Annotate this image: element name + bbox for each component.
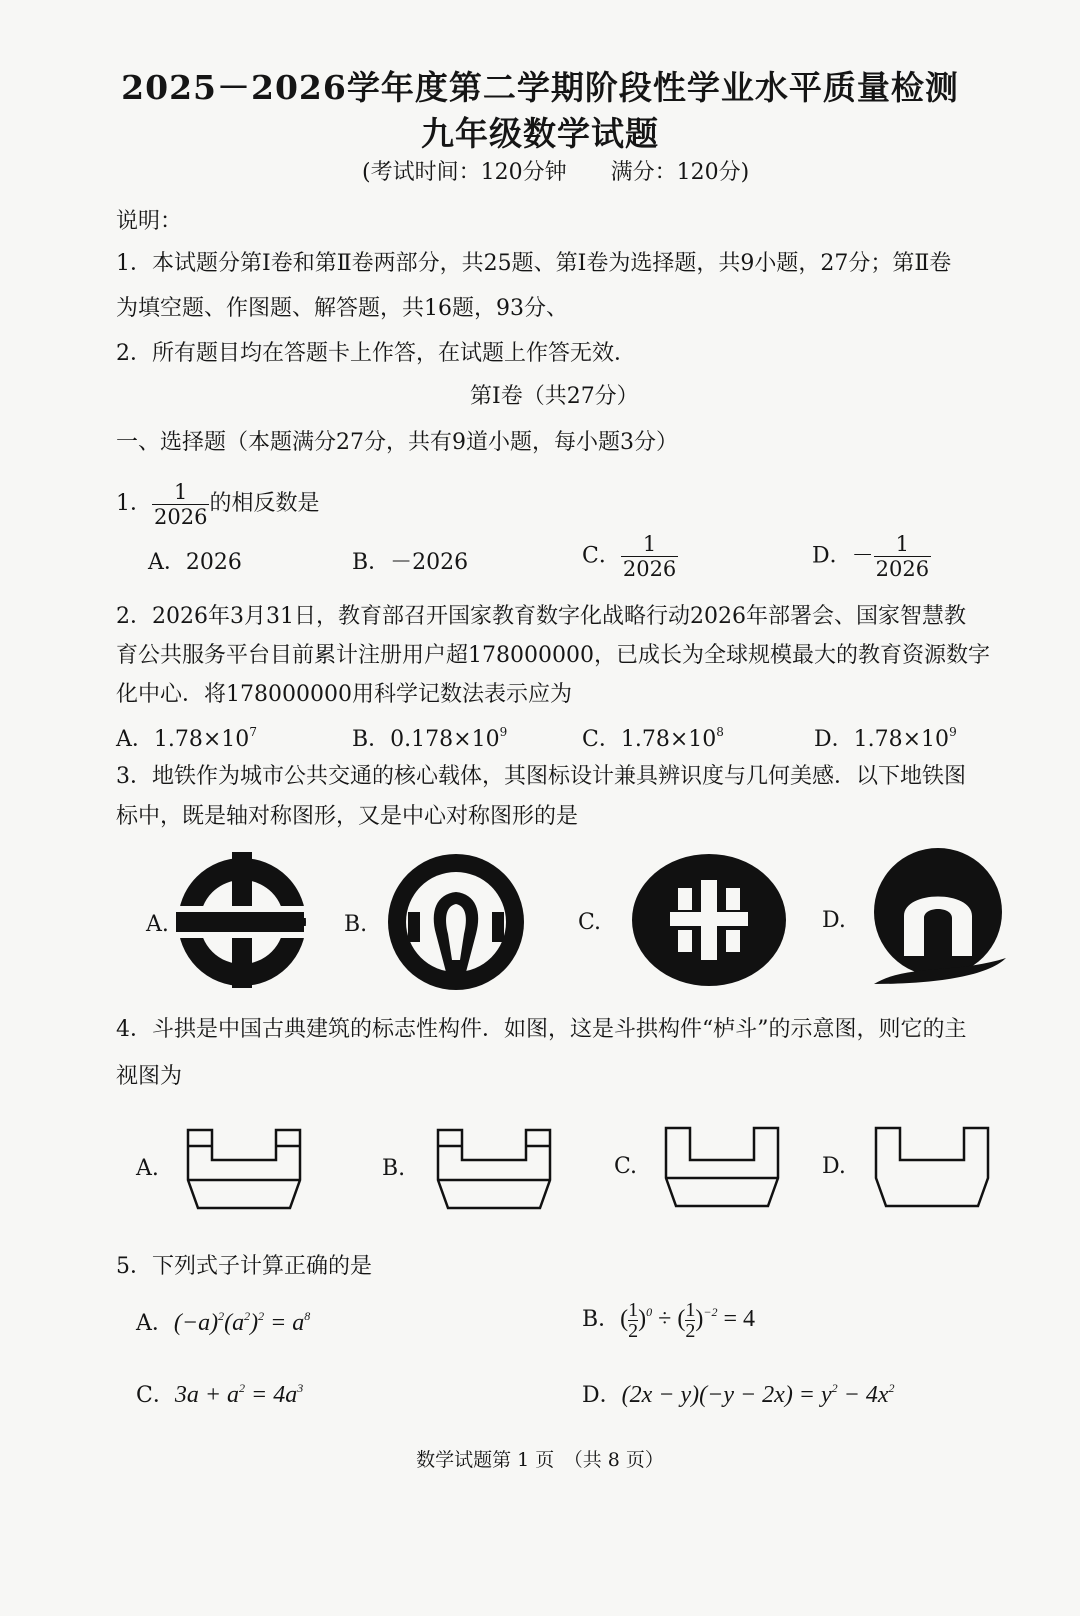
q2-line2: 育公共服务平台目前累计注册用户超178000000，已成长为全球规模最大的教育资源数字 (116, 643, 990, 668)
q5-c-p2: = 4a (245, 1382, 298, 1408)
q1-option-b: B．－2026 (352, 550, 469, 575)
instruction-1-line1: 1．本试题分第Ⅰ卷和第Ⅱ卷两部分，共25题、第Ⅰ卷为选择题，共9小题，27分；第Ⅱ卷 (116, 251, 952, 276)
metro-logo-b-icon (386, 852, 526, 992)
q5-a-p2: (a (224, 1310, 245, 1336)
q2-option-d (814, 722, 957, 753)
q5-a-expr (174, 1310, 310, 1336)
q5-c-e1: 2 (239, 1381, 246, 1395)
q5-b-frac2 (685, 1300, 695, 1341)
q4-view-d-icon (870, 1122, 994, 1210)
q5-option-b (582, 1300, 755, 1341)
q5-b-f1d: 2 (628, 1320, 639, 1342)
q1-option-d-label: D．－ (812, 543, 874, 569)
q5-a-e4: 8 (304, 1309, 311, 1323)
q5-c-p1: 3a + a (174, 1382, 240, 1408)
q2-option-b (352, 722, 507, 753)
q3-label-c: C. (578, 910, 602, 935)
q5-a-p4: = a (264, 1310, 305, 1336)
q5-option-a (136, 1306, 310, 1337)
q1-frac-num: 1 (152, 480, 209, 505)
exam-info: (考试时间：120分钟 满分：120分) (362, 160, 750, 185)
q1-number: 1． (116, 491, 152, 516)
q4-line2: 视图为 (116, 1064, 183, 1089)
q1-option-c (582, 532, 678, 581)
q2-c-exp: 8 (716, 725, 724, 739)
instruction-1-line2: 为填空题、作图题、解答题，共16题，93分、 (116, 296, 568, 321)
q5-d-e2: 2 (888, 1381, 895, 1395)
q3-line2: 标中，既是轴对称图形，又是中心对称图形的是 (116, 804, 579, 829)
q5-b-frac1 (628, 1300, 638, 1341)
q2-c-text: C．1.78×10 (582, 727, 717, 752)
q5-a-e1: 2 (218, 1309, 225, 1323)
q4-view-a-icon (182, 1124, 306, 1210)
q4-label-d: D. (822, 1154, 846, 1179)
q2-line3: 化中心．将178000000用科学记数法表示应为 (116, 682, 572, 707)
q5-stem: 5．下列式子计算正确的是 (116, 1254, 372, 1279)
q4-view-c-icon (660, 1122, 784, 1210)
q5-b-f2n: 1 (685, 1299, 696, 1321)
q3-line1: 3．地铁作为城市公共交通的核心载体，其图标设计兼具辨识度与几何美感．以下地铁图 (116, 764, 966, 789)
instructions-heading: 说明： (116, 209, 183, 234)
q1-c-den: 2026 (622, 557, 677, 581)
q5-option-c (136, 1378, 303, 1409)
q4-label-b: B. (382, 1156, 406, 1181)
q2-option-c (582, 722, 724, 753)
q5-a-p1: (−a) (173, 1310, 219, 1336)
q5-b-label: B． (582, 1307, 621, 1333)
metro-logo-c-icon (630, 852, 788, 988)
q3-label-b: B. (344, 912, 368, 937)
q5-option-d (582, 1378, 895, 1409)
q5-c-label: C． (136, 1383, 175, 1408)
metro-logo-a-icon (172, 850, 312, 990)
q5-b-p2: ) (638, 1306, 647, 1333)
q2-line1: 2．2026年3月31日，教育部召开国家教育数字化战略行动2026年部署会、国家智慧教 (116, 604, 966, 629)
exam-subtitle: 九年级数学试题 (421, 114, 659, 153)
q5-a-e3: 2 (258, 1309, 265, 1323)
question-1 (116, 474, 319, 534)
q4-label-a: A. (136, 1156, 159, 1181)
part-title: 一、选择题（本题满分27分，共有9道小题，每小题3分） (116, 430, 678, 455)
q1-text: 的相反数是 (209, 491, 320, 516)
q5-d-label: D． (582, 1383, 622, 1408)
q1-d-num: 1 (874, 532, 931, 557)
q5-a-label: A． (136, 1311, 174, 1336)
page-footer: 数学试题第 1 页 （共 8 页） (416, 1449, 664, 1471)
q5-c-e2: 3 (297, 1381, 304, 1395)
q5-b-e1: 0 (646, 1305, 653, 1320)
metro-logo-d-icon (866, 846, 1010, 990)
q1-c-num: 1 (621, 532, 678, 557)
q2-d-exp: 9 (949, 725, 957, 739)
q5-a-p3: ) (250, 1310, 259, 1336)
q2-option-a (116, 722, 257, 753)
exam-title: 2025－2026学年度第二学期阶段性学业水平质量检测 (121, 68, 959, 107)
q5-c-expr (175, 1382, 303, 1408)
q1-frac-den: 2026 (154, 504, 208, 529)
q2-b-exp: 9 (499, 725, 508, 739)
instruction-2: 2．所有题目均在答题卡上作答，在试题上作答无效． (116, 341, 636, 366)
q1-option-d (812, 532, 931, 581)
q1-option-a: A．2026 (148, 550, 242, 575)
q5-d-p2: − 4x (837, 1382, 889, 1408)
q5-a-e2: 2 (244, 1309, 251, 1323)
q5-b-p1: ( (620, 1306, 629, 1333)
q5-b-expr (620, 1299, 755, 1342)
q4-label-c: C. (614, 1154, 638, 1179)
q3-label-a: A. (146, 912, 169, 937)
q5-d-p1: (2x − y)(−y − 2x) = y (621, 1382, 832, 1408)
q4-line1: 4．斗拱是中国古典建筑的标志性构件．如图，这是斗拱构件“栌斗”的示意图，则它的主 (116, 1017, 967, 1042)
q2-b-text: B．0.178×10 (352, 727, 500, 752)
q2-a-exp: 7 (249, 725, 257, 739)
q5-b-p5: = 4 (717, 1306, 755, 1333)
q5-b-e2: −2 (703, 1305, 718, 1320)
q2-d-text: D．1.78×10 (814, 727, 950, 752)
q2-a-text: A．1.78×10 (116, 727, 250, 752)
q3-label-d: D. (822, 908, 846, 933)
q5-b-f2d: 2 (685, 1320, 696, 1342)
volume-title: 第Ⅰ卷（共27分） (470, 384, 639, 409)
q5-b-p4: ) (695, 1306, 704, 1333)
q1-d-den: 2026 (875, 557, 930, 581)
q4-view-b-icon (432, 1124, 556, 1210)
q5-d-expr (622, 1382, 895, 1408)
q5-d-e1: 2 (831, 1381, 838, 1395)
q5-b-p3: ÷ ( (652, 1306, 686, 1333)
q5-b-f1n: 1 (628, 1299, 639, 1321)
q1-option-c-label: C． (582, 543, 621, 569)
q1-fraction (152, 480, 209, 529)
